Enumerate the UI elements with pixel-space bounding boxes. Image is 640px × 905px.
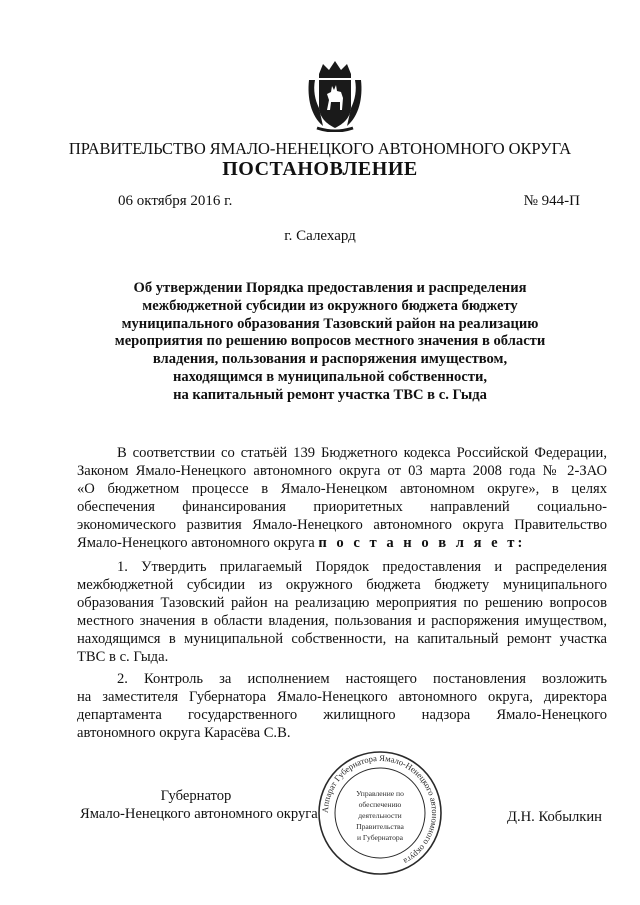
item-line: 1. Утвердить прилагаемый Порядок предоставления и распределения xyxy=(117,559,607,575)
item-line: на заместителя Губернатора Ямало-Ненецкого автономного округа, директора xyxy=(77,689,607,706)
item-line: ТВС в с. Гыда. xyxy=(77,649,169,666)
item-line: находящимся в муниципальной собственности, на капитальный ремонт участка xyxy=(77,631,607,648)
item-line: департамента государственного жилищного надзора Ямало-Ненецкого xyxy=(77,707,607,724)
stamp-inner-line: обеспечению xyxy=(358,800,402,809)
title-line: межбюджетной субсидии из окружного бюджета бюджету xyxy=(142,297,518,314)
item-line: местного значения в области владения, пользования и распоряжения имуществом, xyxy=(77,613,607,630)
government-name: ПРАВИТЕЛЬСТВО ЯМАЛО-НЕНЕЦКОГО АВТОНОМНОГО ОКРУГА xyxy=(68,139,572,158)
preamble-paragraph xyxy=(77,444,607,553)
stamp-inner-line: Правительства xyxy=(356,822,404,831)
official-stamp xyxy=(315,748,445,878)
decree-item-1 xyxy=(77,558,607,667)
preamble-line: «О бюджетном процессе в Ямало-Ненецком автономном округе», в целях xyxy=(77,481,607,498)
document-number: № 944-П xyxy=(523,193,580,209)
title-line: на капитальный ремонт участка ТВС в с. Гыда xyxy=(173,386,487,403)
preamble-line: Законом Ямало-Ненецкого автономного округа от 03 марта 2008 года № 2-ЗАО xyxy=(77,463,607,480)
document-type: ПОСТАНОВЛЕНИЕ xyxy=(222,158,418,180)
stamp-inner-line: Управление по xyxy=(356,789,404,798)
item-line: автономного округа Карасёва С.В. xyxy=(77,725,291,742)
preamble-line: В соответствии со статьёй 139 Бюджетного кодекса Российской Федерации, xyxy=(117,445,607,461)
preamble-line: экономического развития Ямало-Ненецкого автономного округа Правительство xyxy=(77,517,607,534)
title-line: находящимся в муниципальной собственности, xyxy=(172,368,488,385)
coat-of-arms-emblem xyxy=(305,58,365,132)
title-line: Об утверждении Порядка предоставления и распределения xyxy=(133,280,527,296)
stamp-inner-line: и Губернатора xyxy=(356,833,404,842)
decrees-word: п о с т а н о в л я е т: xyxy=(318,535,526,552)
item-line: 2. Контроль за исполнением настоящего постановления возложить xyxy=(117,671,607,687)
signatory-name: Д.Н. Кобылкин xyxy=(507,809,602,825)
stamp-ring-text: Аппарат Губернатора Ямало-Ненецкого автономного округа xyxy=(319,752,441,867)
title-line: мероприятия по решению вопросов местного значения в области xyxy=(114,333,546,350)
document-title xyxy=(80,280,580,405)
document-date: 06 октября 2016 г. xyxy=(118,193,233,209)
document-city: г. Салехард xyxy=(284,228,356,244)
preamble-line-text: Ямало-Ненецкого автономного округа xyxy=(77,535,315,552)
preamble-final-line xyxy=(77,534,607,552)
signatory-title-line: Ямало-Ненецкого автономного округа xyxy=(80,806,318,822)
signatory-title-line: Губернатор xyxy=(160,788,232,804)
item-line: межбюджетной субсидии из окружного бюджета бюджету муниципального xyxy=(77,577,607,594)
title-line: муниципального образования Тазовский район на реализацию xyxy=(121,315,539,332)
title-line: владения, пользования и распоряжения имуществом, xyxy=(152,351,508,368)
signatory-title xyxy=(80,787,318,823)
stamp-inner-line: деятельности xyxy=(358,811,402,820)
item-line: образования Тазовский район на реализацию мероприятия по решению вопросов xyxy=(77,595,607,612)
decree-item-2 xyxy=(77,670,607,742)
preamble-line: обеспечения финансирования приоритетных направлений социально- xyxy=(77,499,607,516)
